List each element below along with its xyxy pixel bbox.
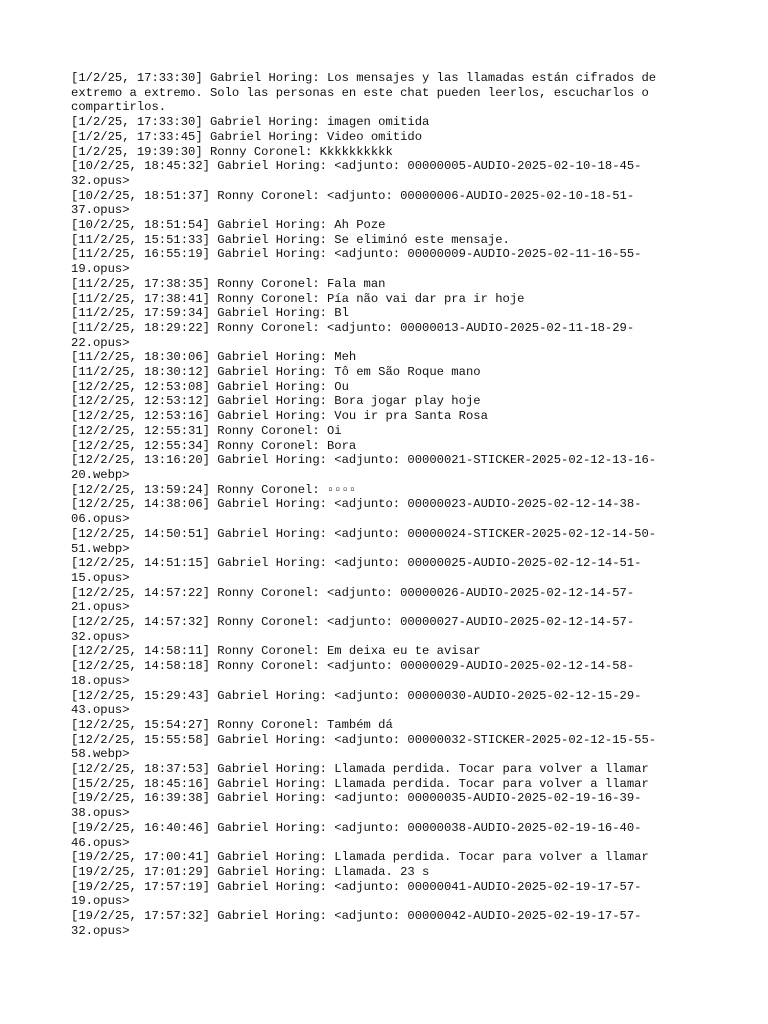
chat-export-text — [71, 71, 691, 938]
chat-message-line: [11/2/25, 17:59:34] Gabriel Horing: Bl — [71, 306, 349, 321]
chat-message-line: [12/2/25, 14:57:32] Ronny Coronel: <adjunto: 00000027-AUDIO-2025-02-12-14-57- 32.opus> — [71, 615, 635, 644]
chat-message-line: [12/2/25, 18:37:53] Gabriel Horing: Llamada perdida. Tocar para volver a llamar — [71, 762, 649, 777]
chat-message-line: [12/2/25, 12:55:31] Ronny Coronel: Oi — [71, 423, 342, 438]
chat-message-line: [11/2/25, 17:38:35] Ronny Coronel: Fala man — [71, 276, 386, 291]
chat-message-line: [11/2/25, 15:51:33] Gabriel Horing: Se eliminó este mensaje. — [71, 232, 510, 247]
chat-message-line: [12/2/25, 12:53:08] Gabriel Horing: Ou — [71, 379, 349, 394]
chat-message-line: [19/2/25, 16:40:46] Gabriel Horing: <adjunto: 00000038-AUDIO-2025-02-19-16-40- 46.opus> — [71, 820, 642, 850]
chat-message-line: [19/2/25, 17:57:32] Gabriel Horing: <adjunto: 00000042-AUDIO-2025-02-19-17-57- 32.opus> — [71, 909, 642, 938]
chat-message-line: [10/2/25, 18:45:32] Gabriel Horing: <adjunto: 00000005-AUDIO-2025-02-10-18-45- 32.opus> — [71, 159, 642, 188]
chat-message-line: [12/2/25, 12:53:12] Gabriel Horing: Bora jogar play hoje — [71, 394, 481, 409]
chat-message-line: [15/2/25, 18:45:16] Gabriel Horing: Llamada perdida. Tocar para volver a llamar — [71, 776, 649, 791]
chat-message-line: [11/2/25, 16:55:19] Gabriel Horing: <adjunto: 00000009-AUDIO-2025-02-11-16-55- 19.opus> — [71, 247, 642, 277]
chat-message-line: [12/2/25, 13:16:20] Gabriel Horing: <adjunto: 00000021-STICKER-2025-02-12-13-16- 20.webp> — [71, 453, 657, 482]
chat-message-line: [1/2/25, 19:39:30] Ronny Coronel: Kkkkkkkkkk — [71, 144, 393, 159]
document-page — [71, 71, 691, 938]
chat-message-line: [12/2/25, 12:55:34] Ronny Coronel: Bora — [71, 438, 357, 453]
chat-message-line: [12/2/25, 12:53:16] Gabriel Horing: Vou ir pra Santa Rosa — [71, 409, 488, 424]
chat-message-line: [12/2/25, 14:50:51] Gabriel Horing: <adjunto: 00000024-STICKER-2025-02-12-14-50- 51.webp> — [71, 526, 657, 556]
chat-message-line: [19/2/25, 16:39:38] Gabriel Horing: <adjunto: 00000035-AUDIO-2025-02-19-16-39- 38.opus> — [71, 791, 642, 821]
chat-message-line: [11/2/25, 18:30:12] Gabriel Horing: Tô em São Roque mano — [71, 365, 481, 380]
chat-message-line: [1/2/25, 17:33:30] Gabriel Horing: imagen omitida — [71, 115, 430, 130]
chat-message-line: [10/2/25, 18:51:37] Ronny Coronel: <adjunto: 00000006-AUDIO-2025-02-10-18-51- 37.opus> — [71, 188, 635, 218]
chat-message-line: [19/2/25, 17:57:19] Gabriel Horing: <adjunto: 00000041-AUDIO-2025-02-19-17-57- 19.opus> — [71, 879, 642, 909]
chat-message-line: [12/2/25, 15:54:27] Ronny Coronel: Também dá — [71, 717, 393, 732]
chat-message-line: [11/2/25, 17:38:41] Ronny Coronel: Pía não vai dar pra ir hoje — [71, 291, 525, 306]
chat-message-line: [1/2/25, 17:33:30] Gabriel Horing: Los mensajes y las llamadas están cifrados de extremo a extremo. Solo las personas en este chat pueden leerlos, escucharlos o compartirlos. — [71, 71, 657, 115]
chat-message-line: [19/2/25, 17:00:41] Gabriel Horing: Llamada perdida. Tocar para volver a llamar — [71, 850, 649, 865]
chat-message-line: [12/2/25, 14:58:18] Ronny Coronel: <adjunto: 00000029-AUDIO-2025-02-12-14-58- 18.opus> — [71, 659, 635, 688]
chat-message-line: [10/2/25, 18:51:54] Gabriel Horing: Ah Poze — [71, 218, 386, 233]
chat-message-line: [12/2/25, 14:58:11] Ronny Coronel: Em deixa eu te avisar — [71, 644, 481, 659]
chat-message-line: [19/2/25, 17:01:29] Gabriel Horing: Llamada. 23 s — [71, 864, 430, 879]
chat-message-line: [12/2/25, 15:55:58] Gabriel Horing: <adjunto: 00000032-STICKER-2025-02-12-15-55- 58.webp> — [71, 732, 657, 762]
chat-message-line: [12/2/25, 14:51:15] Gabriel Horing: <adjunto: 00000025-AUDIO-2025-02-12-14-51- 15.opus> — [71, 556, 642, 585]
chat-message-line: [12/2/25, 14:57:22] Ronny Coronel: <adjunto: 00000026-AUDIO-2025-02-12-14-57- 21.opus> — [71, 585, 635, 615]
chat-message-line: [11/2/25, 18:30:06] Gabriel Horing: Meh — [71, 350, 357, 365]
chat-message-line: [12/2/25, 14:38:06] Gabriel Horing: <adjunto: 00000023-AUDIO-2025-02-12-14-38- 06.opus> — [71, 497, 642, 527]
chat-message-line: [1/2/25, 17:33:45] Gabriel Horing: Video omitido — [71, 129, 423, 144]
chat-message-line: [12/2/25, 15:29:43] Gabriel Horing: <adjunto: 00000030-AUDIO-2025-02-12-15-29- 43.opus> — [71, 688, 642, 718]
chat-message-line: [11/2/25, 18:29:22] Ronny Coronel: <adjunto: 00000013-AUDIO-2025-02-11-18-29- 22.opus> — [71, 320, 635, 350]
chat-message-line: [12/2/25, 13:59:24] Ronny Coronel: ▫▫▫▫ — [71, 482, 357, 497]
